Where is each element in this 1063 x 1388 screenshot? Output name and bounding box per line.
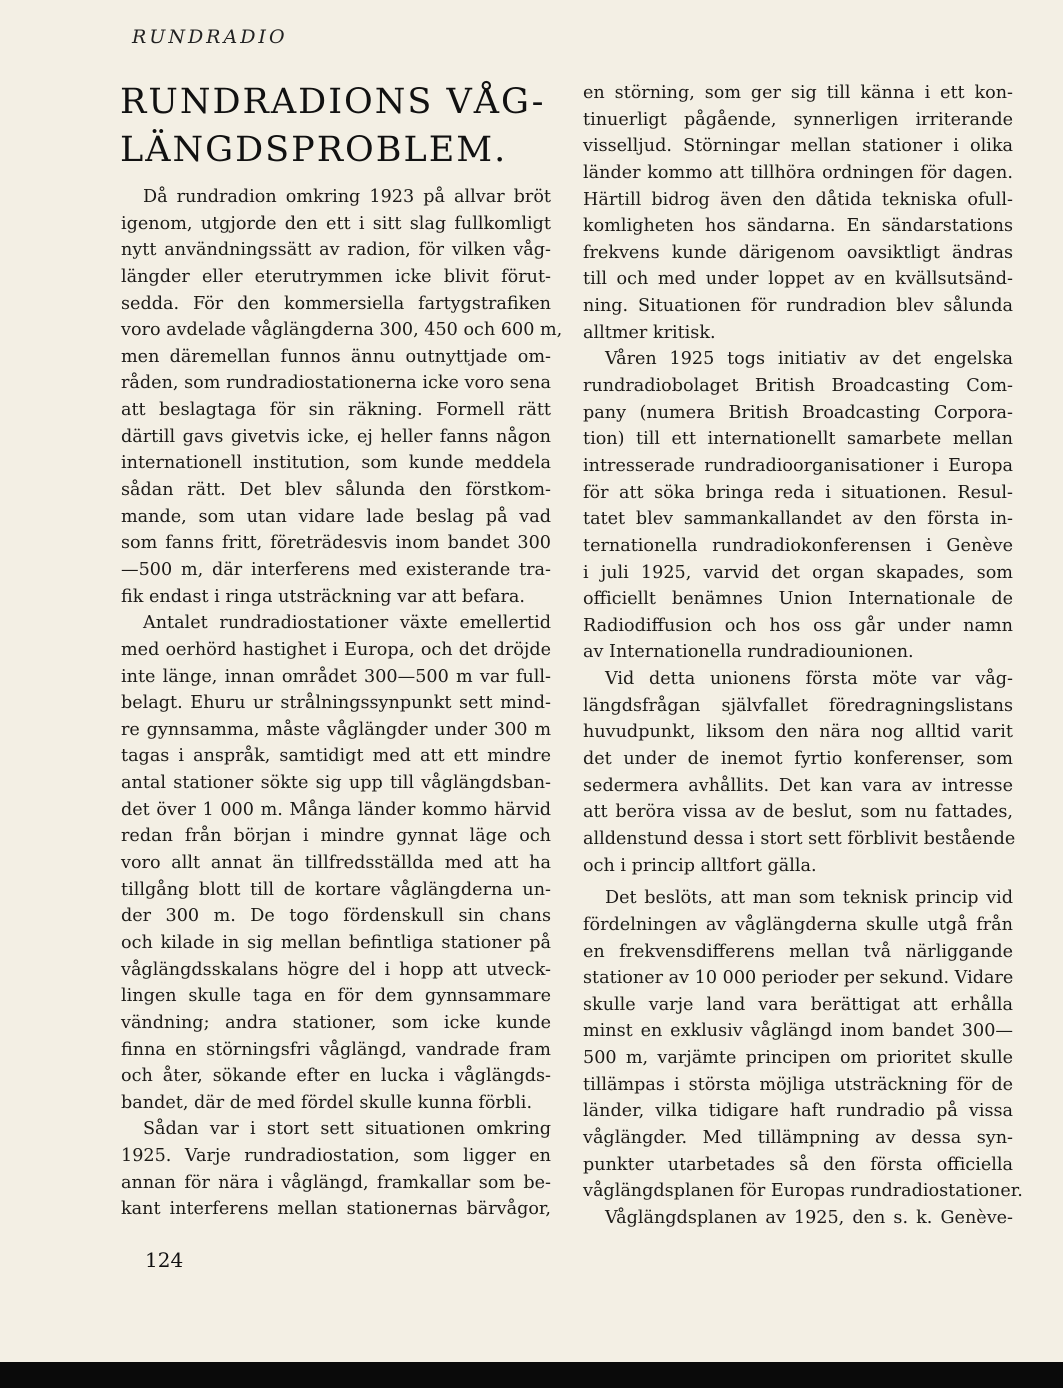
text-line: råden, som rundradiostationerna icke voro sena bbox=[121, 373, 551, 394]
text-line: Våren 1925 togs initiativ av det engelska bbox=[605, 349, 1013, 370]
text-line: voro allt annat än tillfredsställda med att ha bbox=[121, 853, 551, 874]
text-line: belagt. Ehuru ur strålningssynpunkt sett mind- bbox=[121, 693, 551, 714]
text-line: pany (numera British Broadcasting Corpora- bbox=[583, 402, 1013, 423]
text-line: Det beslöts, att man som teknisk princip vid bbox=[605, 888, 1013, 909]
text-line: det under de inemot fyrtio konferenser, som bbox=[583, 749, 1013, 770]
article-title-line-1: RUNDRADIONS VÅG- bbox=[120, 82, 546, 122]
text-line: längder eller eterutrymmen icke blivit förut- bbox=[121, 266, 551, 287]
text-line: intresserade rundradioorganisationer i Europa bbox=[583, 455, 1013, 476]
text-line: Vid detta unionens första möte var våg- bbox=[605, 669, 1013, 690]
text-line: 1925. Varje rundradiostation, som ligger en bbox=[121, 1146, 551, 1167]
text-line: en störning, som ger sig till känna i ett kon- bbox=[583, 83, 1013, 103]
text-line: skulle varje land vara berättigat att erhålla bbox=[583, 994, 1013, 1015]
text-line: för att söka bringa reda i situationen. Resul- bbox=[583, 482, 1013, 503]
text-line: fik endast i ringa utsträckning var att befara. bbox=[121, 586, 525, 607]
text-line: igenom, utgjorde den ett i sitt slag fullkomligt bbox=[121, 213, 551, 234]
text-line: till och med under loppet av en kvällsutsänd- bbox=[583, 269, 1013, 290]
text-line: mande, som utan vidare lade beslag på vad bbox=[121, 506, 551, 527]
left-column bbox=[121, 184, 563, 1223]
text-line: ternationella rundradiokonferensen i Genève bbox=[583, 535, 1013, 556]
text-line: Härtill bidrog även den dåtida tekniska ofull- bbox=[583, 189, 1013, 210]
text-line: alltmer kritisk. bbox=[583, 322, 716, 343]
text-line: längdsfrågan självfallet föredragningslistans bbox=[583, 695, 1013, 716]
text-line: inte länge, innan området 300—500 m var full- bbox=[121, 666, 551, 687]
text-line: voro avdelade våglängderna 300, 450 och 600 m, bbox=[121, 320, 563, 341]
text-line: internationell institution, som kunde meddela bbox=[121, 453, 551, 474]
text-line: officiellt benämnes Union Internationale de bbox=[583, 589, 1013, 610]
text-line: med oerhörd hastighet i Europa, och det dröjde bbox=[121, 639, 551, 660]
text-line: antal stationer sökte sig upp till våglängdsban- bbox=[121, 773, 551, 794]
scan-bottom-edge bbox=[0, 1362, 1063, 1388]
text-line: re gynnsamma, måste våglängder under 300 m bbox=[121, 719, 551, 740]
text-line: punkter utarbetades så den första officiella bbox=[583, 1154, 1013, 1175]
text-line: Sådan var i stort sett situationen omkring bbox=[143, 1119, 551, 1140]
text-line: tagas i anspråk, samtidigt med att ett mindre bbox=[121, 746, 551, 767]
text-line: att beslagtaga för sin räkning. Formell rätt bbox=[121, 400, 551, 421]
text-line: visselljud. Störningar mellan stationer i olika bbox=[583, 136, 1013, 157]
text-line: der 300 m. De togo fördenskull sin chans bbox=[121, 906, 551, 927]
text-line: av Internationella rundradiounionen. bbox=[583, 642, 914, 663]
text-line: stationer av 10 000 perioder per sekund. Vidare bbox=[583, 968, 1014, 989]
text-line: och åter, sökande efter en lucka i våglängds- bbox=[121, 1066, 551, 1087]
text-line: det över 1 000 m. Många länder kommo härvid bbox=[121, 799, 551, 820]
text-line: finna en störningsfri våglängd, vandrade fram bbox=[121, 1039, 551, 1060]
text-line: Då rundradion omkring 1923 på allvar bröt bbox=[143, 187, 551, 207]
page-number: 124 bbox=[145, 1248, 184, 1272]
text-line: annan för nära i våglängd, framkallar som be- bbox=[121, 1172, 551, 1193]
text-line: Våglängdsplanen av 1925, den s. k. Genève- bbox=[605, 1207, 1013, 1228]
article-title bbox=[120, 78, 546, 174]
text-line: alldenstund dessa i stort sett förblivit bestående bbox=[583, 828, 1016, 849]
right-column bbox=[583, 80, 1023, 1232]
text-line: våglängder. Med tillämpning av dessa syn- bbox=[583, 1127, 1013, 1148]
running-head: RUNDRADIO bbox=[132, 26, 288, 48]
text-line: frekvens kunde därigenom oavsiktligt ändras bbox=[583, 242, 1013, 263]
text-line: Antalet rundradiostationer växte emellertid bbox=[143, 613, 551, 634]
text-line: nytt användningssätt av radion, för vilken våg- bbox=[121, 240, 551, 261]
text-line: som fanns fritt, företrädesvis inom bandet 300 bbox=[121, 533, 551, 554]
text-line: men däremellan funnos ännu outnyttjade om- bbox=[121, 346, 551, 367]
text-line: tillgång blott till de kortare våglängderna un- bbox=[121, 879, 551, 900]
text-line: en frekvensdifferens mellan två närliggande bbox=[583, 941, 1013, 962]
article-title-line-2: LÄNGDSPROBLEM. bbox=[120, 130, 508, 170]
text-line: lingen skulle taga en för dem gynnsammare bbox=[121, 986, 551, 1007]
text-line: ning. Situationen för rundradion blev sålunda bbox=[583, 296, 1013, 317]
text-line: sedermera avhållits. Det kan vara av intresse bbox=[583, 775, 1013, 796]
text-line: länder kommo att tillhöra ordningen för dagen. bbox=[583, 162, 1013, 183]
text-line: fördelningen av våglängderna skulle utgå från bbox=[583, 914, 1013, 935]
text-line: redan från början i mindre gynnat läge och bbox=[121, 826, 551, 847]
text-line: minst en exklusiv våglängd inom bandet 300— bbox=[583, 1021, 1013, 1042]
text-line: huvudpunkt, liksom den nära nog alltid varit bbox=[583, 722, 1013, 743]
text-line: och i princip alltfort gälla. bbox=[583, 855, 817, 876]
text-line: länder, vilka tidigare haft rundradio på vissa bbox=[583, 1101, 1013, 1122]
text-line: sådan rätt. Det blev sålunda den förstkom- bbox=[121, 480, 551, 501]
text-line: rundradiobolaget British Broadcasting Com- bbox=[583, 376, 1013, 397]
text-line: 500 m, varjämte principen om prioritet skulle bbox=[583, 1048, 1013, 1069]
text-line: och kilade in sig mellan befintliga stationer på bbox=[121, 932, 551, 953]
text-line: tillämpas i största möjliga utsträckning för de bbox=[583, 1074, 1013, 1095]
text-line: i juli 1925, varvid det organ skapades, som bbox=[583, 562, 1013, 583]
text-line: bandet, där de med fördel skulle kunna förbli. bbox=[121, 1092, 533, 1113]
text-line: kant interferens mellan stationernas bärvågor, bbox=[121, 1199, 551, 1220]
text-line: våglängdsplanen för Europas rundradiostationer. bbox=[583, 1181, 1023, 1202]
text-line: tatet blev sammankallandet av den första in- bbox=[583, 509, 1013, 530]
text-line: Radiodiffusion och hos oss går under namn bbox=[583, 615, 1013, 636]
text-line: tinuerligt pågående, synnerligen irriterande bbox=[583, 109, 1013, 130]
text-line: därtill gavs givetvis icke, ej heller fanns någon bbox=[121, 426, 551, 447]
text-line: —500 m, där interferens med existerande tra- bbox=[121, 559, 551, 580]
text-line: våglängdsskalans högre del i hopp att utveck- bbox=[121, 959, 551, 980]
text-line: sedda. För den kommersiella fartygstrafiken bbox=[121, 293, 551, 314]
text-line: att beröra vissa av de beslut, som nu fattades, bbox=[583, 802, 1013, 823]
text-line: tion) till ett internationellt samarbete mellan bbox=[583, 429, 1013, 450]
text-line: komligheten hos sändarna. En sändarstations bbox=[583, 216, 1013, 237]
text-line: vändning; andra stationer, som icke kunde bbox=[121, 1012, 551, 1033]
